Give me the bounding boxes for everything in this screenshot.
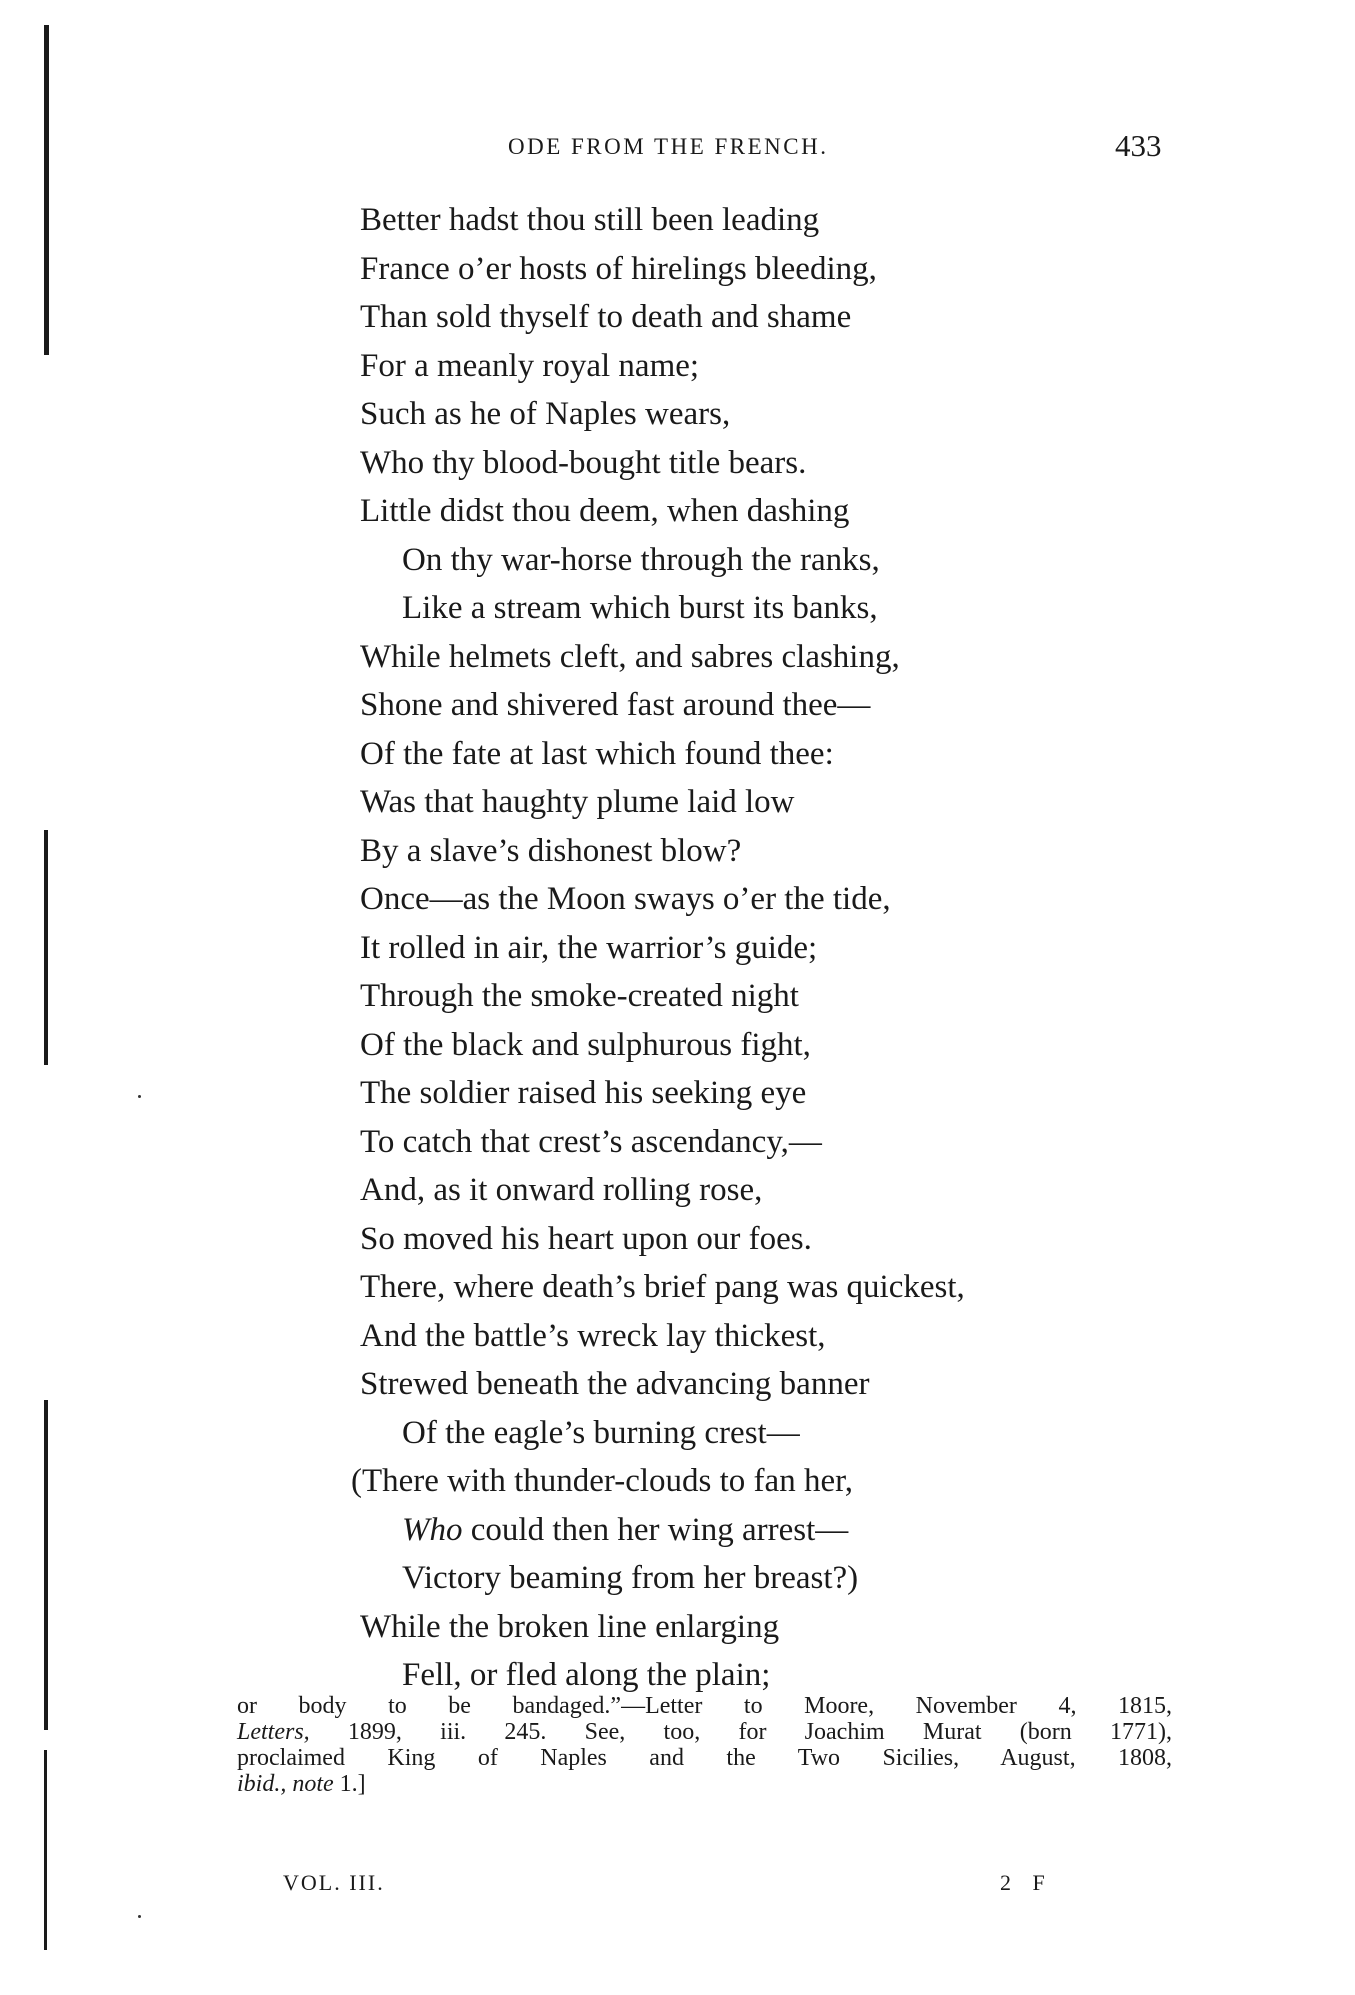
poem-line: Who thy blood-bought title bears. <box>360 444 807 481</box>
poem-line: Little didst thou deem, when dashing <box>360 493 850 529</box>
binding-edge-shadow <box>44 25 49 355</box>
signature-line <box>0 1870 1355 1900</box>
poem-line: Victory beaming from her breast?) <box>402 1560 859 1596</box>
footnote-line: proclaimed King of Naples and the Two Sicilies, August, 1808, <box>237 1745 1172 1771</box>
footnote-italic: Letters, <box>237 1719 310 1745</box>
poem-line: Fell, or fled along the plain; <box>402 1657 771 1693</box>
poem-line: While the broken line enlarging <box>360 1608 780 1645</box>
poem-line: By a slave’s dishonest blow? <box>360 832 742 869</box>
poem-body <box>351 196 1180 1700</box>
poem-line: Was that haughty plume laid low <box>360 784 795 820</box>
poem-line: Strewed beneath the advancing banner <box>360 1366 870 1402</box>
page-number: 433 <box>1115 128 1162 163</box>
binding-edge-shadow <box>44 830 48 1065</box>
poem-line: The soldier raised his seeking eye <box>360 1075 807 1111</box>
poem-line: To catch that crest’s ascendancy,— <box>360 1123 822 1160</box>
footnote-text: 1.] <box>339 1771 366 1797</box>
poem-line: Of the fate at last which found thee: <box>360 735 834 772</box>
poem-line: Through the smoke-created night <box>360 978 799 1014</box>
poem-line-rest: could then her wing arrest— <box>470 1511 849 1548</box>
paper-speck <box>138 1095 141 1098</box>
footnote-text: 1899, iii. 245. See, too, for Joachim Murat (born 1771), <box>347 1719 1173 1745</box>
poem-line: Once—as the Moon sways o’er the tide, <box>360 881 891 917</box>
poem-line: Shone and shivered fast around thee— <box>360 687 871 723</box>
poem-line: So moved his heart upon our foes. <box>360 1220 812 1257</box>
poem-line: Like a stream which burst its banks, <box>402 590 878 626</box>
running-title: ODE FROM THE FRENCH. <box>508 134 829 159</box>
footnote-italic: ibid., <box>237 1771 287 1797</box>
poem-line: On thy war-horse through the ranks, <box>402 541 880 578</box>
poem-line: And, as it onward rolling rose, <box>360 1172 763 1208</box>
poem-line <box>360 1506 1180 1555</box>
running-head <box>0 128 1355 168</box>
footnote <box>237 1693 1172 1797</box>
volume-label: VOL. III. <box>283 1870 385 1895</box>
poem-line: It rolled in air, the warrior’s guide; <box>360 929 818 966</box>
footnote-line <box>237 1771 1172 1797</box>
poem-line: And the battle’s wreck lay thickest, <box>360 1317 826 1354</box>
paper-speck <box>138 1915 141 1918</box>
footnote-line: or body to be bandaged.”—Letter to Moore, November 4, 1815, <box>237 1693 1172 1719</box>
poem-line: Better hadst thou still been leading <box>360 202 820 238</box>
poem-line: (There with thunder-clouds to fan her, <box>351 1463 854 1499</box>
poem-line: Of the eagle’s burning crest— <box>402 1414 800 1451</box>
poem-line: For a meanly royal name; <box>360 347 700 384</box>
poem-line: While helmets cleft, and sabres clashing, <box>360 638 900 675</box>
poem-line: France o’er hosts of hirelings bleeding, <box>360 250 877 287</box>
binding-edge-shadow <box>44 1750 47 1950</box>
poem-italic-word: Who <box>402 1511 463 1548</box>
footnote-italic: note <box>292 1771 334 1797</box>
signature-mark: 2 F <box>1000 1870 1053 1895</box>
poem-line: Than sold thyself to death and shame <box>360 299 852 335</box>
binding-edge-shadow <box>44 1400 48 1730</box>
poem-line: Of the black and sulphurous fight, <box>360 1026 811 1063</box>
poem-line: Such as he of Naples wears, <box>360 396 731 432</box>
footnote-line <box>237 1719 1172 1745</box>
poem-line: There, where death’s brief pang was quickest, <box>360 1269 965 1305</box>
